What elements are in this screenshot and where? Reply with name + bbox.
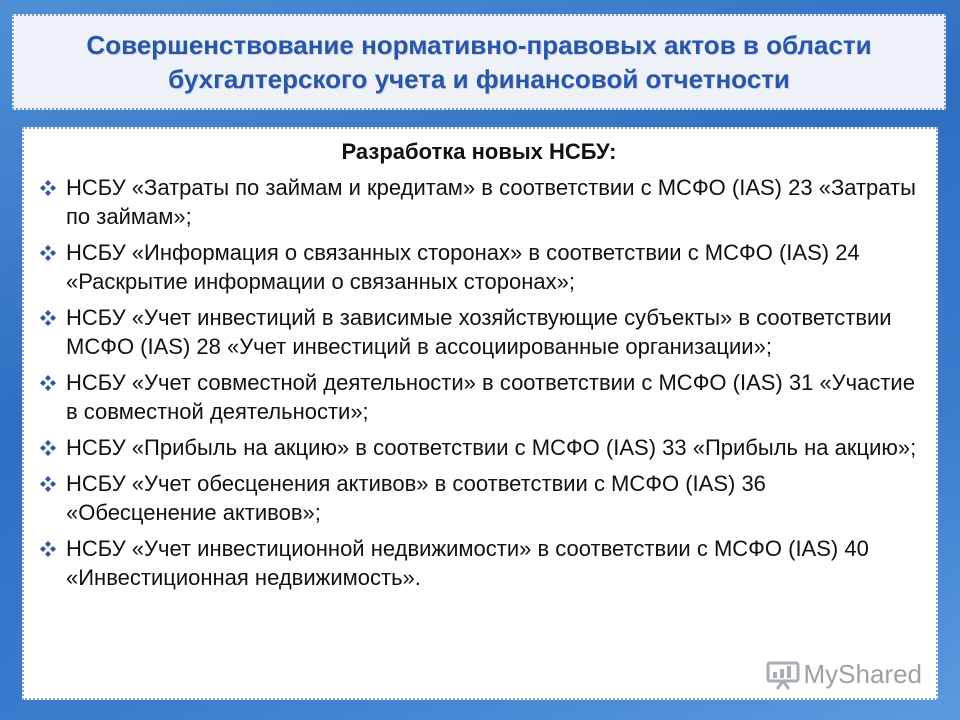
list-item-text: НСБУ «Прибыль на акцию» в соответствии с МСФО (IAS) 33 «Прибыль на акцию»; — [66, 435, 917, 460]
list-item — [40, 303, 918, 361]
list-item — [40, 238, 918, 296]
presentation-icon — [766, 660, 800, 690]
four-diamond-bullet-icon — [40, 440, 56, 456]
list-item-text: НСБУ «Учет совместной деятельности» в соответствии с МСФО (IAS) 31 «Участие в совместной деятельности»; — [66, 370, 915, 424]
list-item — [40, 368, 918, 426]
list-item — [40, 534, 918, 592]
list-item — [40, 433, 918, 462]
watermark-text: MyShared — [803, 659, 922, 689]
list-item-text: НСБУ «Учет инвестиционной недвижимости» в соответствии с МСФО (IAS) 40 «Инвестиционная недвижимость». — [66, 536, 869, 590]
slide-title: Совершенствование нормативно-правовых актов в области бухгалтерского учета и финансовой отчетности — [86, 30, 872, 94]
list-item-text: НСБУ «Информация о связанных сторонах» в соответствии с МСФО (IAS) 24 «Раскрытие информации о связанных сторонах»; — [66, 240, 860, 294]
list-item-text: НСБУ «Учет инвестиций в зависимые хозяйствующие субъекты» в соответствии МСФО (IAS) 28 «Учет инвестиций в ассоциированные организации»; — [66, 305, 892, 359]
content-panel — [22, 127, 938, 700]
standards-list — [40, 173, 918, 592]
title-panel — [12, 14, 946, 110]
list-item — [40, 469, 918, 527]
four-diamond-bullet-icon — [40, 180, 56, 196]
four-diamond-bullet-icon — [40, 310, 56, 326]
four-diamond-bullet-icon — [40, 245, 56, 261]
list-item-text: НСБУ «Учет обесценения активов» в соответствии с МСФО (IAS) 36 «Обесценение активов»; — [66, 471, 766, 525]
four-diamond-bullet-icon — [40, 476, 56, 492]
four-diamond-bullet-icon — [40, 375, 56, 391]
list-item-text: НСБУ «Затраты по займам и кредитам» в соответствии с МСФО (IAS) 23 «Затраты по займам»; — [66, 175, 916, 229]
four-diamond-bullet-icon — [40, 541, 56, 557]
list-item — [40, 173, 918, 231]
watermark — [766, 659, 923, 690]
section-subtitle: Разработка новых НСБУ: — [341, 139, 617, 164]
